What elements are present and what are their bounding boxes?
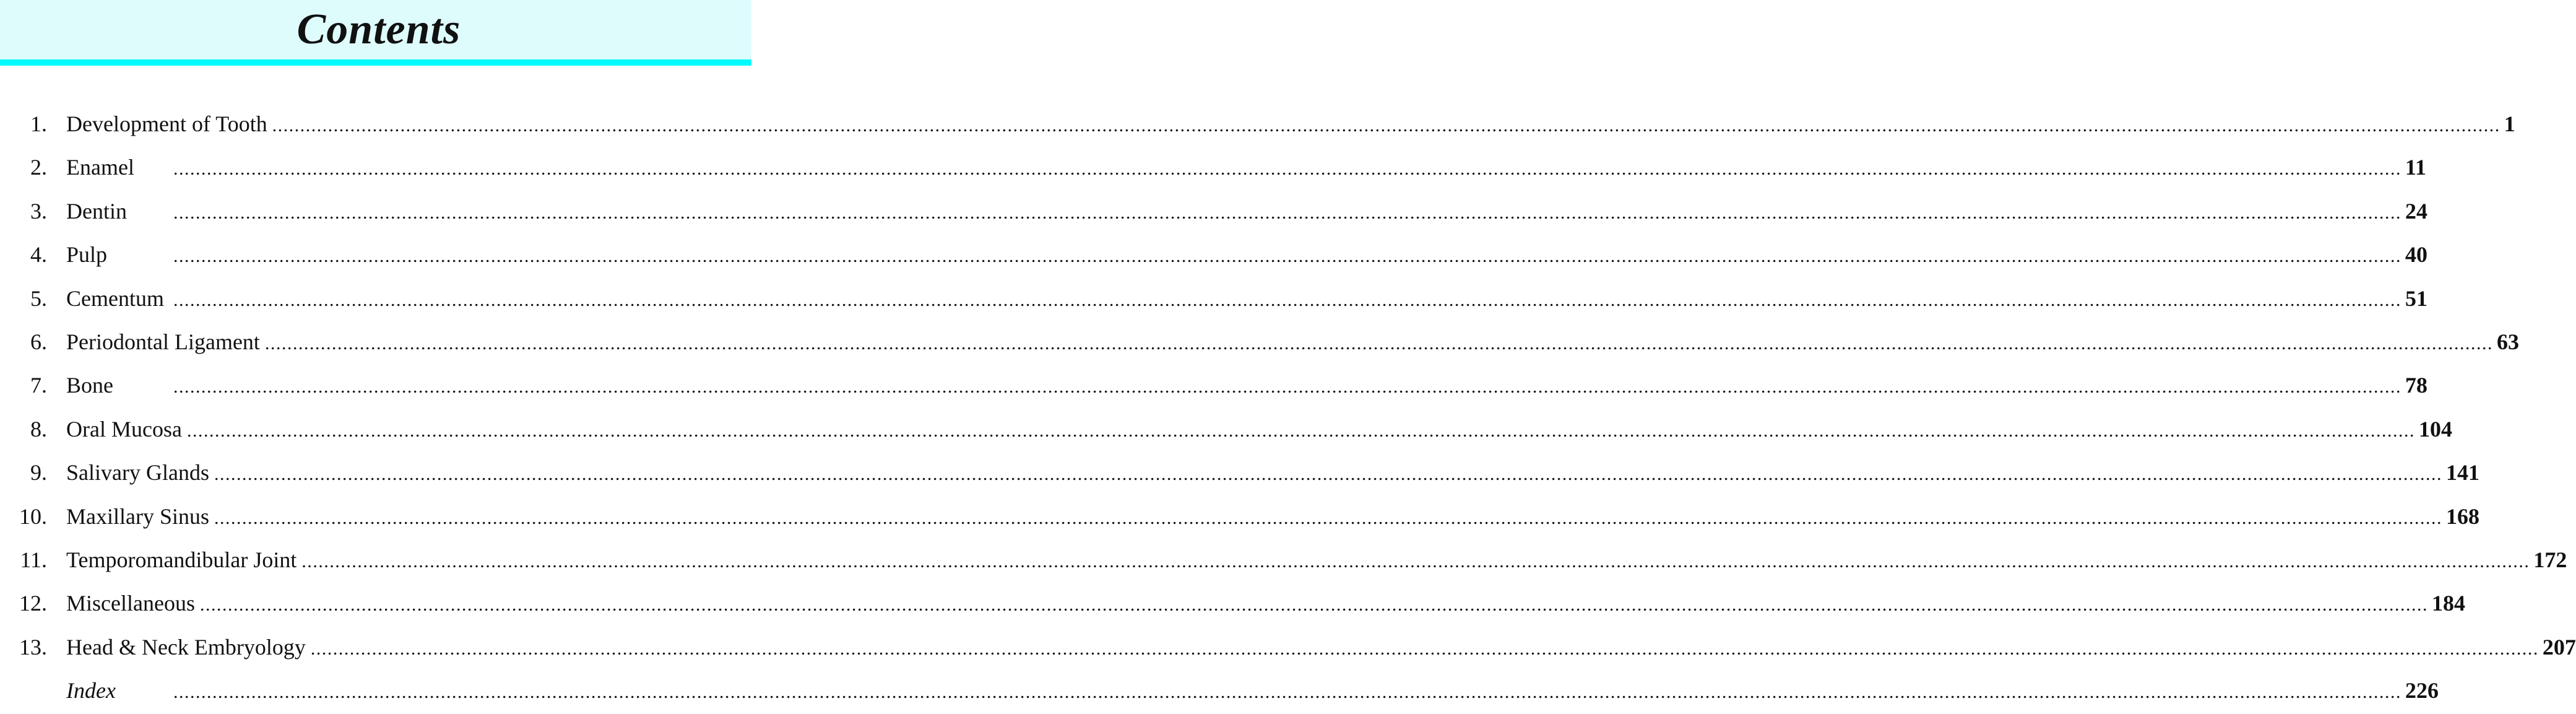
toc-entry[interactable] [0,364,2427,407]
chapter-title[interactable]: Maxillary Sinus [66,503,209,529]
chapter-title[interactable]: Head & Neck Embryology [66,634,306,660]
dot-leader: ................................................................................................................................................................................................................................................................................................................................................................................................................ [173,159,2401,180]
chapter-number: 12. [19,591,47,616]
chapter-title[interactable]: Temporomandibular Joint [66,547,297,572]
chapter-number: 5. [30,285,47,311]
chapter-title[interactable]: Bone [66,373,113,398]
toc-entry[interactable] [0,625,2576,669]
toc-entry[interactable] [0,495,2479,538]
page-number: 141 [2445,460,2479,485]
toc-entry[interactable] [0,146,2427,189]
dot-leader: ................................................................................................................................................................................................................................................................................................................................................................................................................ [272,115,2500,136]
chapter-title[interactable]: Pulp [66,242,108,268]
toc-entry[interactable] [0,320,2519,364]
chapter-title[interactable]: Dentin [66,198,127,224]
toc-entry[interactable] [0,407,2452,451]
dot-leader: ................................................................................................................................................................................................................................................................................................................................................................................................................ [173,682,2401,703]
chapter-number: 8. [30,416,47,442]
chapter-number: 11. [20,547,47,572]
chapter-title[interactable]: Cementum [66,285,164,311]
page-number: 11 [2405,155,2427,180]
toc-entry[interactable] [0,277,2427,320]
page-number: 1 [2504,111,2515,136]
dot-leader: ................................................................................................................................................................................................................................................................................................................................................................................................................ [214,507,2442,528]
chapter-number: 4. [30,242,47,268]
chapter-number: 1. [30,111,47,136]
chapter-title[interactable]: Salivary Glands [66,460,209,485]
dot-leader: ................................................................................................................................................................................................................................................................................................................................................................................................................ [186,420,2415,441]
dot-leader: ................................................................................................................................................................................................................................................................................................................................................................................................................ [264,333,2493,354]
table-of-contents [0,102,2576,712]
dot-leader: ................................................................................................................................................................................................................................................................................................................................................................................................................ [214,464,2442,485]
toc-entry[interactable] [0,189,2427,233]
dot-leader: ................................................................................................................................................................................................................................................................................................................................................................................................................ [173,289,2401,310]
chapter-title[interactable]: Index [66,678,116,703]
chapter-number: 3. [30,198,47,224]
toc-entry[interactable] [0,102,2515,146]
page-number: 184 [2431,591,2465,616]
dot-leader: ................................................................................................................................................................................................................................................................................................................................................................................................................ [310,638,2539,659]
page-number: 207 [2542,634,2576,660]
dot-leader: ................................................................................................................................................................................................................................................................................................................................................................................................................ [173,202,2401,223]
page-number: 63 [2496,329,2519,354]
dot-leader: ................................................................................................................................................................................................................................................................................................................................................................................................................ [199,594,2428,616]
toc-entry[interactable] [0,538,2567,581]
page-number: 226 [2405,678,2439,703]
page-title: Contents [296,6,461,53]
page-number: 40 [2405,242,2427,268]
chapter-number: 9. [30,460,47,485]
chapter-title[interactable]: Periodontal Ligament [66,329,260,354]
toc-entry[interactable] [0,451,2479,494]
dot-leader: ................................................................................................................................................................................................................................................................................................................................................................................................................ [173,377,2401,398]
chapter-number: 2. [30,155,47,180]
page-number: 172 [2533,547,2567,572]
page-number: 24 [2405,198,2427,224]
page-number: 51 [2405,285,2427,311]
page-number: 168 [2446,503,2479,529]
dot-leader: ................................................................................................................................................................................................................................................................................................................................................................................................................ [301,551,2530,572]
page-number: 104 [2418,416,2452,442]
dot-leader: ................................................................................................................................................................................................................................................................................................................................................................................................................ [173,246,2401,267]
chapter-title[interactable]: Enamel [66,155,134,180]
toc-entry[interactable] [0,233,2427,276]
chapter-title[interactable]: Development of Tooth [66,111,267,136]
chapter-title[interactable]: Oral Mucosa [66,416,182,442]
contents-header [0,0,751,59]
page-number: 78 [2405,373,2427,398]
chapter-number: 6. [30,329,47,354]
toc-entry[interactable] [0,581,2465,625]
chapter-number: 10. [19,503,47,529]
header-divider [0,59,751,66]
chapter-number: 13. [19,634,47,660]
chapter-number: 7. [30,373,47,398]
toc-entry[interactable] [0,669,2439,712]
chapter-title[interactable]: Miscellaneous [66,591,195,616]
